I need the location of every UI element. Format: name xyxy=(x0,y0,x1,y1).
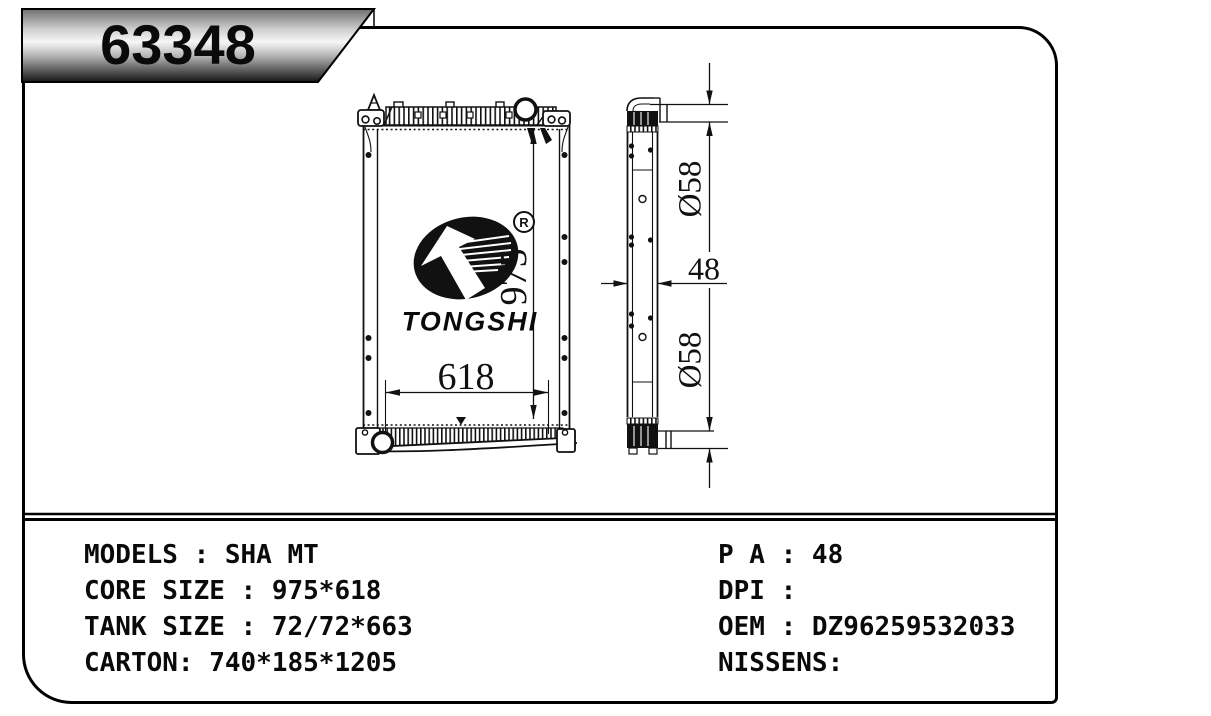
spec-oem-line: OEM : DZ96259532033 xyxy=(718,612,1016,642)
part-number-label: 63348 xyxy=(100,13,256,76)
side-top-pipe-dim-label: Ø58 xyxy=(672,160,709,218)
spec-pa-line: P A : 48 xyxy=(718,540,844,570)
outlet-port xyxy=(373,433,393,453)
side-top-pipe-dimension xyxy=(706,63,712,252)
brand-name-label: TONGSHI xyxy=(401,306,539,337)
front-view xyxy=(356,95,577,454)
spec-nissens-line: NISSENS: xyxy=(718,648,844,678)
side-depth-dim-label: 48 xyxy=(688,250,720,287)
front-height-dim-label: 975 xyxy=(493,248,535,306)
registered-trademark-icon: R xyxy=(513,211,535,233)
spec-core-size-line: CORE SIZE : 975*618 xyxy=(84,576,382,606)
filler-cap xyxy=(515,99,536,120)
front-width-dim-label: 618 xyxy=(437,356,495,398)
spec-carton-line: CARTON: 740*185*1205 xyxy=(84,648,398,678)
spec-tank-size-line: TANK SIZE : 72/72*663 xyxy=(84,612,413,642)
side-top-tank xyxy=(627,111,658,126)
spec-models-line: MODELS : SHA MT xyxy=(84,540,319,570)
front-bottom-tank xyxy=(372,428,563,447)
side-bottom-pipe-dim-label: Ø58 xyxy=(672,331,709,389)
spec-dpi-line: DPI : xyxy=(718,576,797,606)
side-bottom-tank xyxy=(627,424,658,448)
front-top-right-bracket xyxy=(543,111,570,126)
